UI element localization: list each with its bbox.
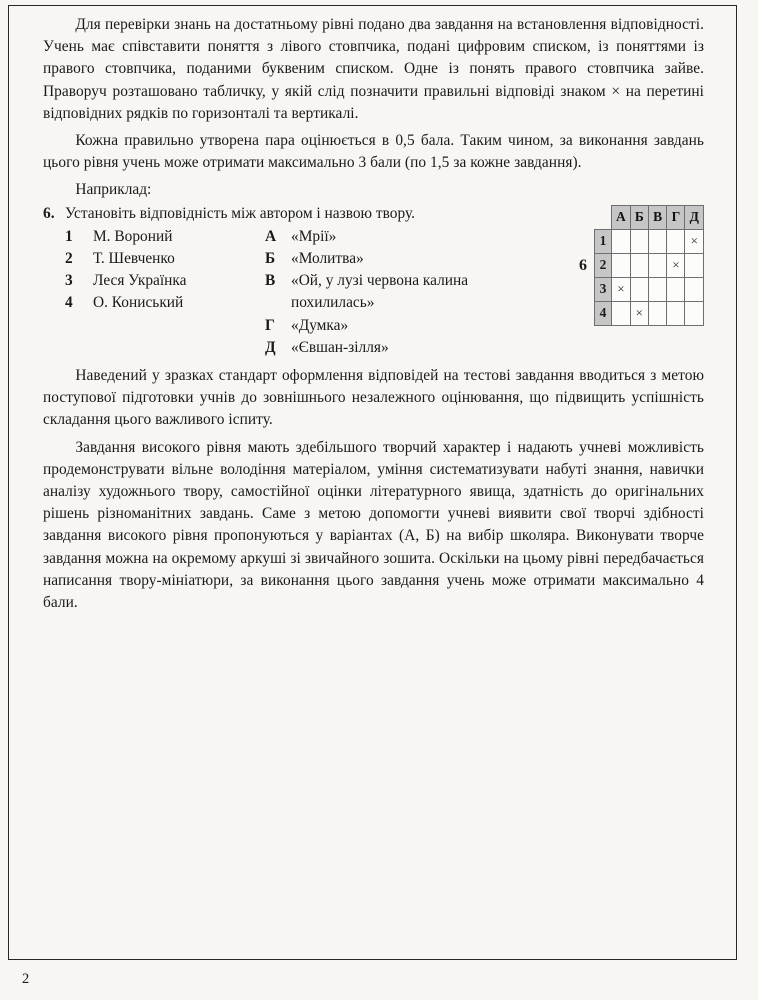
- answer-grid-column-header: В: [649, 205, 667, 229]
- answer-grid-row: [595, 253, 704, 277]
- item-text: М. Вороний: [93, 227, 173, 245]
- item-marker: 4: [65, 294, 73, 312]
- answer-grid-header-row: [595, 205, 704, 229]
- answer-grid-corner: [595, 205, 612, 229]
- item-marker: Б: [265, 250, 276, 268]
- answer-grid-cell-marked[interactable]: ×: [630, 301, 648, 325]
- answer-grid-row: [595, 277, 704, 301]
- answer-grid-cell-marked[interactable]: ×: [685, 229, 704, 253]
- item-text: «Ой, у лузі червона калина похилилась»: [291, 272, 469, 312]
- paragraph-standard: Наведений у зразках стандарт оформлення відповідей на тестові завдання вводиться з метою поступової підготовки учнів до зовнішнього незалежного оцінювання, що підвищить успішність складання цього важливого іспиту.: [43, 367, 704, 429]
- answer-grid-column-header: Г: [667, 205, 685, 229]
- answer-grid-row-header: 2: [595, 253, 612, 277]
- left-column: [65, 226, 265, 359]
- list-item: [265, 337, 555, 359]
- paragraph-high-level: Завдання високого рівня мають здебільшого творчий характер і надають учневі можливість продемонструвати вільне володіння матеріалом, уміння систематизувати набуті знання, навички аналізу художнього твору, самостійної оцінки літературного явища, здатність до оригінальних рішень різноманітних завдань. Саме з метою допомогти учневі виявити свої творчі здібності завдання високого рівня пропонуються у варіантах (А, Б) на вибір школяра. Виконувати творче завдання можна на окремому аркуші зі звичайного зошита. Оскільки на цьому рівні передбачається написання твору-мініатюри, за виконання цього завдання учень може отримати максимально 4 бали.: [43, 438, 704, 612]
- answer-grid-cell[interactable]: [649, 277, 667, 301]
- answer-grid-row-header: 4: [595, 301, 612, 325]
- page-content: [43, 14, 704, 614]
- answer-grid-row: [595, 301, 704, 325]
- answer-grid-cell[interactable]: [649, 301, 667, 325]
- item-marker: В: [265, 272, 276, 290]
- answer-grid-column-header: Д: [685, 205, 704, 229]
- answer-grid-wrapper: [579, 205, 704, 326]
- answer-grid-cell[interactable]: [667, 229, 685, 253]
- answer-grid-cell[interactable]: [630, 229, 648, 253]
- answer-grid-cell[interactable]: [685, 277, 704, 301]
- answer-grid-label: 6: [579, 257, 587, 275]
- answer-grid-row: [595, 229, 704, 253]
- item-text: Т. Шевченко: [93, 250, 175, 268]
- answer-grid-cell[interactable]: [685, 301, 704, 325]
- answer-grid-cell[interactable]: [685, 253, 704, 277]
- answer-grid-cell[interactable]: [630, 277, 648, 301]
- example-label: Наприклад:: [75, 181, 152, 199]
- list-item: [65, 292, 265, 314]
- answer-grid-cell-marked[interactable]: ×: [612, 277, 631, 301]
- answer-grid-cell[interactable]: [612, 301, 631, 325]
- list-item: [265, 315, 555, 337]
- item-marker: Д: [265, 338, 276, 356]
- item-text: «Євшан-зілля»: [291, 338, 389, 356]
- answer-grid-cell[interactable]: [649, 229, 667, 253]
- item-marker: А: [265, 227, 277, 245]
- list-item: [265, 248, 555, 270]
- item-marker: 1: [65, 227, 73, 245]
- answer-grid-cell[interactable]: [612, 253, 631, 277]
- paragraph-scoring: Кожна правильно утворена пара оцінюється в 0,5 бала. Таким чином, за виконання завдань цього рівня учень може отримати максимально 3 бали (по 1,5 за кожне завдання).: [43, 132, 704, 172]
- answer-grid-column-header: А: [612, 205, 631, 229]
- item-text: «Мрії»: [291, 227, 337, 245]
- answer-grid-cell[interactable]: [667, 301, 685, 325]
- answer-grid-row-header: 1: [595, 229, 612, 253]
- item-marker: Г: [265, 316, 275, 334]
- item-text: Леся Українка: [93, 272, 187, 290]
- answer-grid-cell[interactable]: [667, 277, 685, 301]
- item-text: «Думка»: [291, 316, 349, 334]
- item-marker: 3: [65, 272, 73, 290]
- answer-grid-column-header: Б: [630, 205, 648, 229]
- answer-grid-cell[interactable]: [630, 253, 648, 277]
- answer-grid-cell[interactable]: [649, 253, 667, 277]
- item-text: «Молитва»: [291, 250, 364, 268]
- answer-grid-row-header: 3: [595, 277, 612, 301]
- task-6: [43, 203, 704, 359]
- answer-grid-cell-marked[interactable]: ×: [667, 253, 685, 277]
- task-title: Установіть відповідність між автором і назвою твору.: [65, 204, 415, 222]
- list-item: [265, 226, 555, 248]
- paragraph-intro: Для перевірки знань на достатньому рівні подано два завдання на встановлення відповідності. Учень має співставити поняття з лівого стовпчика, подані цифровим списком, із поняттями із правого стовпчика, поданими буквеним списком. Одне із понять правого стовпчика зайве. Праворуч розташовано табличку, у якій слід позначити правильні відповіді знаком × на перетині відповідних рядків по горизонталі та вертикалі.: [43, 16, 704, 122]
- answer-grid-cell[interactable]: [612, 229, 631, 253]
- page-number: 2: [22, 971, 30, 987]
- item-text: О. Кониський: [93, 294, 184, 312]
- answer-grid[interactable]: [594, 205, 704, 326]
- list-item: [65, 226, 265, 248]
- right-column: [265, 226, 555, 359]
- task-number: 6.: [43, 204, 55, 222]
- page-frame: [8, 5, 737, 960]
- list-item: [65, 270, 265, 292]
- list-item: [265, 270, 555, 314]
- list-item: [65, 248, 265, 270]
- item-marker: 2: [65, 250, 73, 268]
